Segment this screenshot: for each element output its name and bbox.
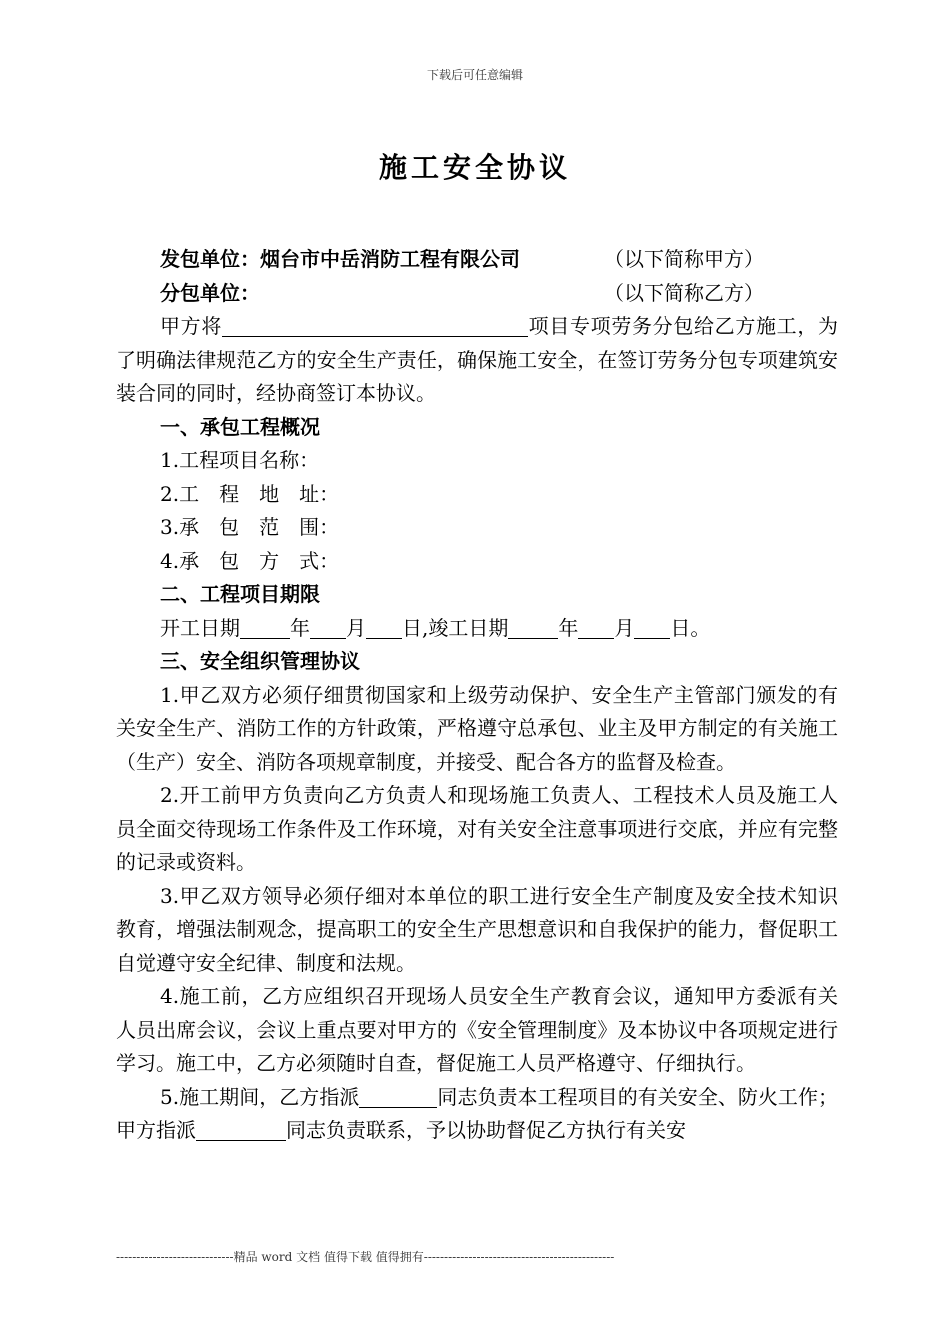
project-name-blank[interactable] [222,312,528,337]
section2-heading: 二、工程项目期限 [160,582,320,606]
intro-paragraph [116,310,838,411]
p5-part-a: 5.施工期间，乙方指派 [160,1084,360,1109]
section3-paragraph-3: 3.甲乙双方领导必须仔细对本单位的职工进行安全生产制度及安全技术知识教育，增强法制观念，提高职工的安全生产思想意识和自我保护的能力，督促职工自觉遵守安全纪律、制度和法规。 [116,883,838,975]
start-month-blank[interactable] [310,614,346,639]
document-title: 施工安全协议 [378,151,571,184]
section3-paragraph-5 [116,1081,838,1148]
start-day-blank[interactable] [366,614,402,639]
subcontractor-label: 分包单位： [160,280,260,305]
contractor-safety-officer-blank[interactable] [359,1083,437,1108]
start-date-label: 开工日期 [160,615,240,640]
subcontractor-note: （以下简称乙方） [604,280,764,305]
section3-heading: 三、安全组织管理协议 [160,649,360,673]
end-date-label: 竣工日期 [428,615,509,640]
header-note: 下载后可任意编辑 [426,68,523,82]
p5-part-c: 同志负责联系，予以协助督促乙方执行有关安 [286,1118,686,1142]
subcontractor-row [116,277,838,311]
month-label: 月 [614,615,635,640]
footer-note: -----------------------------精品 word 文档 值得下载 值得拥有----------------------------------------------- [116,1250,615,1264]
contractor-note: （以下简称甲方） [604,247,764,271]
month-label: 月 [346,615,366,640]
end-month-blank[interactable] [578,614,614,639]
end-day-blank[interactable] [634,614,670,639]
year-label: 年 [558,615,579,640]
section3-paragraph-4: 4.施工前，乙方应组织召开现场人员安全生产教育会议，通知甲方委派有关人员出席会议，会议上重点要对甲方的《安全管理制度》及本协议中各项规定进行学习。施工中，乙方必须随时自查，督促施工人员严格遵守、仔细执行。 [116,984,838,1075]
section3-paragraph-1: 1.甲乙双方必须仔细贯彻国家和上级劳动保护、安全生产主管部门颁发的有关安全生产、消防工作的方针政策，严格遵守总承包、业主及甲方制定的有关施工（生产）安全、消防各项规章制度，并接受、配合各方的监督及检查。 [116,682,838,774]
p5-part-b: 同志负责本工程项目的有关安全、防火工作；甲方指派 [116,1084,838,1142]
client-liaison-blank[interactable] [196,1116,286,1141]
schedule-line [116,612,838,646]
section1-item-2: 2.工 程 地 址： [160,481,340,506]
end-year-blank[interactable] [508,614,558,639]
day-label: 日, [402,615,429,640]
section1-heading: 一、承包工程概况 [160,414,320,439]
document-body [116,243,838,1148]
section1-item-3: 3.承 包 范 围： [160,515,340,539]
section1-item-4: 4.承 包 方 式： [160,548,340,573]
intro-suffix: 项目专项劳务分包给乙方施工，为了明确法律规范乙方的安全生产责任，确保施工安全，在签订劳务分包专项建筑安装合同的同时，经协商签订本协议。 [116,314,838,405]
start-year-blank[interactable] [240,614,290,639]
contractor-row [116,243,838,277]
intro-prefix: 甲方将 [160,314,222,338]
section1-item-1: 1.工程项目名称： [160,448,320,472]
contractor-label: 发包单位：烟台市中岳消防工程有限公司 [160,247,520,271]
section3-paragraph-2: 2.开工前甲方负责向乙方负责人和现场施工负责人、工程技术人员及施工人员全面交待现场工作条件及工作环境，对有关安全注意事项进行交底，并应有完整的记录或资料。 [116,783,838,874]
year-label: 年 [290,615,310,640]
day-end-label: 日。 [670,615,711,640]
